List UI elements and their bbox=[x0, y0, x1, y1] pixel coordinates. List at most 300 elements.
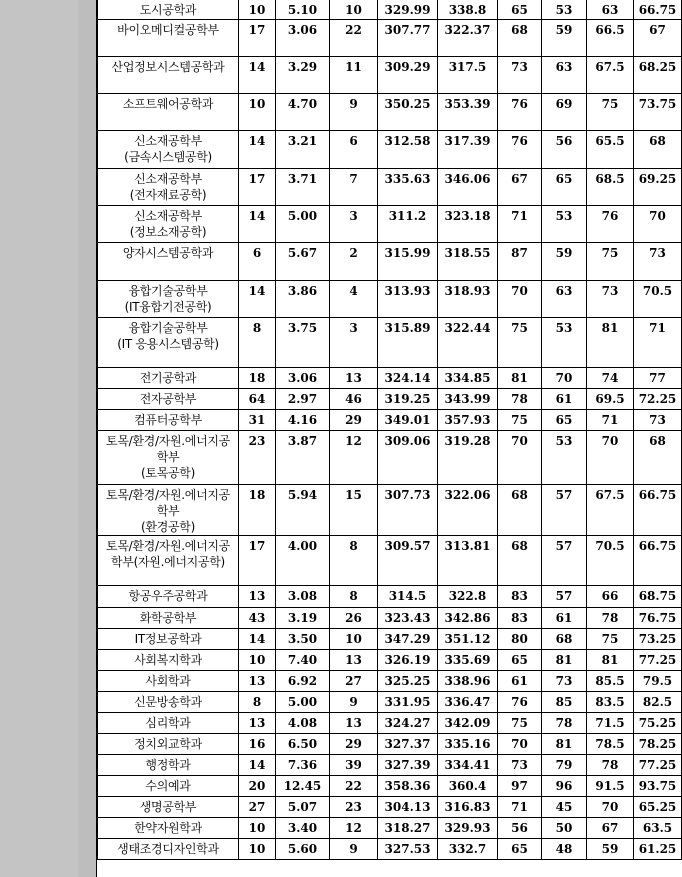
value-text: 68 bbox=[555, 632, 573, 646]
value-text: 81 bbox=[555, 737, 573, 751]
value-text: 66.75 bbox=[638, 488, 677, 502]
value-text: 327.53 bbox=[384, 842, 431, 856]
value-text: 68 bbox=[511, 23, 528, 37]
value-cell bbox=[634, 586, 682, 608]
value-cell bbox=[634, 797, 682, 818]
department-name-line: (금속시스템공학) bbox=[124, 150, 212, 164]
value-text: 43 bbox=[248, 611, 266, 625]
table-row bbox=[98, 131, 682, 169]
value-cell bbox=[239, 410, 276, 431]
value-text: 334.85 bbox=[444, 371, 491, 385]
value-text: 5.00 bbox=[287, 209, 318, 223]
value-text: 9 bbox=[349, 842, 358, 856]
value-cell bbox=[542, 797, 587, 818]
value-text: 329.93 bbox=[444, 821, 491, 835]
table-row bbox=[98, 431, 682, 485]
value-cell bbox=[634, 536, 682, 586]
value-cell bbox=[378, 206, 438, 243]
value-text: 4.16 bbox=[287, 413, 318, 427]
value-text: 13 bbox=[248, 716, 266, 730]
value-text: 3.08 bbox=[287, 589, 318, 603]
value-cell bbox=[378, 671, 438, 692]
value-cell bbox=[239, 94, 276, 131]
value-cell bbox=[587, 755, 634, 776]
value-text: 342.09 bbox=[444, 716, 491, 730]
value-text: 13 bbox=[345, 653, 362, 667]
value-text: 14 bbox=[248, 134, 266, 148]
value-text: 68 bbox=[511, 488, 528, 502]
value-cell bbox=[438, 797, 498, 818]
value-cell bbox=[438, 206, 498, 243]
value-cell bbox=[634, 206, 682, 243]
table-row bbox=[98, 776, 682, 797]
table-row bbox=[98, 586, 682, 608]
value-cell bbox=[542, 94, 587, 131]
value-cell bbox=[330, 797, 378, 818]
value-text: 67 bbox=[601, 821, 619, 835]
value-cell bbox=[276, 389, 330, 410]
value-cell bbox=[438, 410, 498, 431]
value-cell bbox=[542, 608, 587, 629]
value-cell bbox=[438, 608, 498, 629]
value-cell bbox=[378, 431, 438, 485]
value-cell bbox=[330, 318, 378, 368]
value-cell bbox=[330, 281, 378, 318]
value-text: 322.06 bbox=[444, 488, 491, 502]
value-cell bbox=[542, 431, 587, 485]
value-text: 17 bbox=[248, 539, 266, 553]
value-text: 71.5 bbox=[595, 716, 625, 730]
table-row bbox=[98, 734, 682, 755]
value-text: 3 bbox=[349, 209, 358, 223]
value-cell bbox=[330, 671, 378, 692]
value-cell bbox=[438, 20, 498, 57]
value-text: 74 bbox=[601, 371, 619, 385]
value-cell bbox=[330, 734, 378, 755]
value-text: 3.50 bbox=[287, 632, 318, 646]
value-text: 67 bbox=[511, 172, 528, 186]
value-text: 77.25 bbox=[638, 758, 677, 772]
value-cell bbox=[438, 368, 498, 389]
department-name bbox=[98, 671, 239, 692]
department-name-line: 토목/환경/자원.에너지공 bbox=[106, 488, 230, 502]
value-text: 17 bbox=[248, 172, 266, 186]
value-text: 4 bbox=[349, 284, 358, 298]
value-text: 353.39 bbox=[444, 97, 491, 111]
value-cell bbox=[276, 713, 330, 734]
value-text: 314.5 bbox=[388, 589, 427, 603]
department-name-line: 소프트웨어공학과 bbox=[122, 97, 214, 111]
department-name-line: (환경공학) bbox=[141, 520, 195, 534]
value-cell bbox=[438, 169, 498, 206]
value-cell bbox=[330, 650, 378, 671]
value-cell bbox=[378, 692, 438, 713]
value-text: 93.75 bbox=[638, 779, 677, 793]
value-text: 18 bbox=[248, 488, 266, 502]
value-text: 3.06 bbox=[287, 371, 318, 385]
value-text: 8 bbox=[349, 589, 358, 603]
value-cell bbox=[498, 169, 542, 206]
value-cell bbox=[634, 755, 682, 776]
value-cell bbox=[330, 629, 378, 650]
value-cell bbox=[587, 713, 634, 734]
value-cell bbox=[330, 389, 378, 410]
value-text: 69.25 bbox=[638, 172, 677, 186]
value-cell bbox=[498, 839, 542, 860]
value-text: 23 bbox=[248, 434, 266, 448]
value-cell bbox=[587, 536, 634, 586]
value-cell bbox=[330, 485, 378, 536]
value-text: 65 bbox=[511, 653, 528, 667]
value-text: 10 bbox=[345, 3, 362, 17]
value-cell bbox=[276, 586, 330, 608]
value-cell bbox=[542, 692, 587, 713]
value-cell bbox=[239, 586, 276, 608]
value-text: 45 bbox=[555, 800, 573, 814]
value-cell bbox=[542, 586, 587, 608]
value-cell bbox=[276, 650, 330, 671]
value-cell bbox=[587, 243, 634, 281]
value-text: 75 bbox=[511, 321, 528, 335]
value-cell bbox=[587, 692, 634, 713]
value-cell bbox=[239, 389, 276, 410]
value-text: 76 bbox=[511, 97, 528, 111]
value-text: 67.5 bbox=[595, 60, 625, 74]
value-cell bbox=[438, 318, 498, 368]
value-text: 57 bbox=[555, 539, 573, 553]
value-cell bbox=[276, 671, 330, 692]
value-cell bbox=[542, 318, 587, 368]
value-text: 3.19 bbox=[287, 611, 318, 625]
value-text: 324.27 bbox=[384, 716, 431, 730]
value-text: 349.01 bbox=[384, 413, 431, 427]
value-text: 360.4 bbox=[448, 779, 487, 793]
value-text: 67 bbox=[649, 23, 666, 37]
value-text: 53 bbox=[555, 209, 573, 223]
value-cell bbox=[634, 20, 682, 57]
value-text: 64 bbox=[248, 392, 266, 406]
value-cell bbox=[542, 206, 587, 243]
value-text: 304.13 bbox=[384, 800, 431, 814]
value-text: 3.75 bbox=[287, 321, 318, 335]
value-cell bbox=[587, 94, 634, 131]
value-cell bbox=[276, 839, 330, 860]
value-cell bbox=[498, 713, 542, 734]
department-name-line: 한약자원학과 bbox=[134, 821, 202, 835]
value-cell bbox=[239, 0, 276, 20]
value-text: 68 bbox=[649, 434, 666, 448]
department-name-line: 행정학과 bbox=[145, 758, 191, 772]
value-cell bbox=[498, 734, 542, 755]
department-name bbox=[98, 536, 239, 586]
value-cell bbox=[239, 776, 276, 797]
department-name bbox=[98, 131, 239, 169]
value-cell bbox=[239, 650, 276, 671]
value-cell bbox=[276, 318, 330, 368]
department-name-line: 신소재공학부 bbox=[134, 134, 202, 148]
value-cell bbox=[239, 20, 276, 57]
value-text: 73 bbox=[649, 246, 666, 260]
value-cell bbox=[542, 650, 587, 671]
value-text: 351.12 bbox=[444, 632, 491, 646]
value-cell bbox=[378, 536, 438, 586]
value-cell bbox=[634, 692, 682, 713]
value-cell bbox=[239, 536, 276, 586]
department-name-line: 신소재공학부 bbox=[134, 209, 202, 223]
value-text: 65.5 bbox=[595, 134, 625, 148]
value-text: 70 bbox=[601, 434, 619, 448]
department-name bbox=[98, 169, 239, 206]
value-text: 29 bbox=[345, 737, 362, 751]
department-name bbox=[98, 206, 239, 243]
value-text: 350.25 bbox=[384, 97, 431, 111]
value-text: 76 bbox=[601, 209, 619, 223]
value-cell bbox=[542, 671, 587, 692]
value-text: 76.75 bbox=[638, 611, 677, 625]
value-cell bbox=[542, 0, 587, 20]
value-cell bbox=[498, 797, 542, 818]
value-cell bbox=[378, 389, 438, 410]
table-row bbox=[98, 797, 682, 818]
value-text: 68.5 bbox=[595, 172, 625, 186]
value-cell bbox=[634, 169, 682, 206]
value-text: 75 bbox=[601, 632, 619, 646]
value-text: 334.41 bbox=[444, 758, 491, 772]
table-row bbox=[98, 0, 682, 20]
value-cell bbox=[438, 776, 498, 797]
value-cell bbox=[438, 671, 498, 692]
table-row bbox=[98, 57, 682, 94]
value-cell bbox=[587, 431, 634, 485]
value-cell bbox=[239, 671, 276, 692]
department-name bbox=[98, 839, 239, 860]
value-cell bbox=[378, 629, 438, 650]
value-cell bbox=[438, 692, 498, 713]
value-text: 316.83 bbox=[444, 800, 491, 814]
value-cell bbox=[378, 839, 438, 860]
value-cell bbox=[542, 281, 587, 318]
table-row bbox=[98, 206, 682, 243]
value-text: 3 bbox=[349, 321, 358, 335]
value-cell bbox=[587, 839, 634, 860]
value-cell bbox=[498, 368, 542, 389]
value-cell bbox=[542, 57, 587, 94]
value-cell bbox=[438, 586, 498, 608]
value-cell bbox=[498, 206, 542, 243]
value-cell bbox=[634, 318, 682, 368]
table-row bbox=[98, 169, 682, 206]
value-cell bbox=[438, 94, 498, 131]
value-text: 20 bbox=[248, 779, 266, 793]
value-cell bbox=[587, 131, 634, 169]
value-cell bbox=[542, 243, 587, 281]
value-text: 3.86 bbox=[287, 284, 318, 298]
value-text: 70 bbox=[649, 209, 666, 223]
department-name bbox=[98, 713, 239, 734]
department-name-line: 학부(자원.에너지공학) bbox=[111, 555, 225, 569]
department-name bbox=[98, 318, 239, 368]
value-text: 66.5 bbox=[595, 23, 625, 37]
value-text: 335.69 bbox=[444, 653, 491, 667]
value-text: 3.29 bbox=[287, 60, 318, 74]
value-cell bbox=[498, 0, 542, 20]
value-text: 5.10 bbox=[287, 3, 318, 17]
value-text: 318.93 bbox=[444, 284, 491, 298]
value-text: 73 bbox=[601, 284, 619, 298]
department-name-line: 심리학과 bbox=[145, 716, 191, 730]
value-cell bbox=[542, 839, 587, 860]
value-text: 80 bbox=[511, 632, 528, 646]
value-text: 69 bbox=[555, 97, 573, 111]
value-text: 82.5 bbox=[642, 695, 673, 709]
value-text: 23 bbox=[345, 800, 362, 814]
value-text: 63.5 bbox=[642, 821, 673, 835]
value-text: 2 bbox=[349, 246, 358, 260]
value-cell bbox=[542, 389, 587, 410]
department-name-line: 학부 bbox=[156, 450, 180, 464]
department-name bbox=[98, 650, 239, 671]
department-name bbox=[98, 431, 239, 485]
value-cell bbox=[330, 57, 378, 94]
value-cell bbox=[542, 755, 587, 776]
value-cell bbox=[330, 692, 378, 713]
value-text: 6 bbox=[349, 134, 358, 148]
value-cell bbox=[239, 818, 276, 839]
value-text: 343.99 bbox=[444, 392, 491, 406]
value-text: 73.75 bbox=[638, 97, 677, 111]
value-text: 323.18 bbox=[444, 209, 491, 223]
value-text: 70 bbox=[511, 434, 528, 448]
value-cell bbox=[542, 536, 587, 586]
table-row bbox=[98, 94, 682, 131]
table-row bbox=[98, 485, 682, 536]
value-cell bbox=[498, 318, 542, 368]
value-cell bbox=[330, 131, 378, 169]
department-name-line: 신소재공학부 bbox=[134, 172, 202, 186]
value-text: 73 bbox=[511, 758, 528, 772]
value-text: 329.99 bbox=[384, 3, 431, 17]
value-text: 27 bbox=[345, 674, 362, 688]
value-cell bbox=[438, 281, 498, 318]
value-cell bbox=[276, 57, 330, 94]
value-cell bbox=[634, 281, 682, 318]
value-text: 10 bbox=[248, 3, 266, 17]
value-text: 65 bbox=[555, 172, 573, 186]
value-text: 9 bbox=[349, 97, 358, 111]
value-text: 3.40 bbox=[287, 821, 318, 835]
value-text: 13 bbox=[248, 674, 266, 688]
value-text: 6 bbox=[252, 246, 262, 260]
value-text: 48 bbox=[555, 842, 573, 856]
value-text: 332.7 bbox=[448, 842, 487, 856]
value-text: 66.75 bbox=[638, 3, 677, 17]
value-text: 78.5 bbox=[595, 737, 625, 751]
value-text: 8 bbox=[349, 539, 358, 553]
value-cell bbox=[587, 776, 634, 797]
value-cell bbox=[276, 410, 330, 431]
value-text: 85.5 bbox=[595, 674, 625, 688]
value-cell bbox=[330, 776, 378, 797]
value-text: 78 bbox=[601, 611, 619, 625]
value-text: 318.55 bbox=[444, 246, 491, 260]
value-cell bbox=[498, 131, 542, 169]
value-cell bbox=[239, 368, 276, 389]
value-text: 10 bbox=[248, 821, 266, 835]
department-name-line: 바이오메디컬공학부 bbox=[117, 23, 219, 37]
value-cell bbox=[378, 755, 438, 776]
department-name-line: 생명공학부 bbox=[139, 800, 197, 814]
value-cell bbox=[498, 776, 542, 797]
value-cell bbox=[330, 243, 378, 281]
value-cell bbox=[239, 281, 276, 318]
left-category-shade bbox=[0, 0, 96, 877]
department-name-line: (IT 응용시스템공학) bbox=[117, 337, 219, 351]
value-cell bbox=[239, 797, 276, 818]
value-text: 26 bbox=[345, 611, 362, 625]
value-cell bbox=[498, 410, 542, 431]
value-cell bbox=[438, 536, 498, 586]
value-cell bbox=[498, 536, 542, 586]
value-cell bbox=[330, 818, 378, 839]
value-text: 53 bbox=[555, 3, 573, 17]
value-cell bbox=[587, 586, 634, 608]
value-cell bbox=[276, 0, 330, 20]
value-text: 12 bbox=[345, 434, 362, 448]
value-text: 10 bbox=[248, 842, 266, 856]
value-cell bbox=[587, 818, 634, 839]
value-cell bbox=[634, 131, 682, 169]
department-name bbox=[98, 586, 239, 608]
value-text: 342.86 bbox=[444, 611, 491, 625]
value-text: 81 bbox=[601, 321, 619, 335]
value-text: 327.37 bbox=[384, 737, 431, 751]
value-text: 322.44 bbox=[444, 321, 491, 335]
value-cell bbox=[378, 713, 438, 734]
value-text: 81 bbox=[555, 653, 573, 667]
value-text: 346.06 bbox=[444, 172, 491, 186]
value-cell bbox=[634, 713, 682, 734]
value-cell bbox=[330, 0, 378, 20]
value-cell bbox=[542, 20, 587, 57]
value-cell bbox=[276, 431, 330, 485]
department-name-line: 컴퓨터공학부 bbox=[134, 413, 202, 427]
value-cell bbox=[378, 608, 438, 629]
department-name-line: IT정보공학과 bbox=[134, 632, 202, 646]
value-cell bbox=[587, 671, 634, 692]
value-text: 358.36 bbox=[384, 779, 431, 793]
value-text: 2.97 bbox=[287, 392, 318, 406]
value-text: 68.25 bbox=[638, 60, 677, 74]
value-text: 14 bbox=[248, 209, 266, 223]
value-cell bbox=[378, 797, 438, 818]
value-cell bbox=[330, 20, 378, 57]
department-name bbox=[98, 776, 239, 797]
value-cell bbox=[276, 243, 330, 281]
value-text: 5.00 bbox=[287, 695, 318, 709]
value-cell bbox=[276, 536, 330, 586]
value-text: 326.19 bbox=[384, 653, 431, 667]
value-cell bbox=[378, 818, 438, 839]
value-text: 338.96 bbox=[444, 674, 491, 688]
value-cell bbox=[378, 410, 438, 431]
value-text: 318.27 bbox=[384, 821, 431, 835]
value-cell bbox=[276, 20, 330, 57]
value-text: 66 bbox=[601, 589, 619, 603]
value-cell bbox=[542, 818, 587, 839]
value-text: 4.08 bbox=[287, 716, 318, 730]
value-cell bbox=[276, 131, 330, 169]
value-cell bbox=[542, 485, 587, 536]
